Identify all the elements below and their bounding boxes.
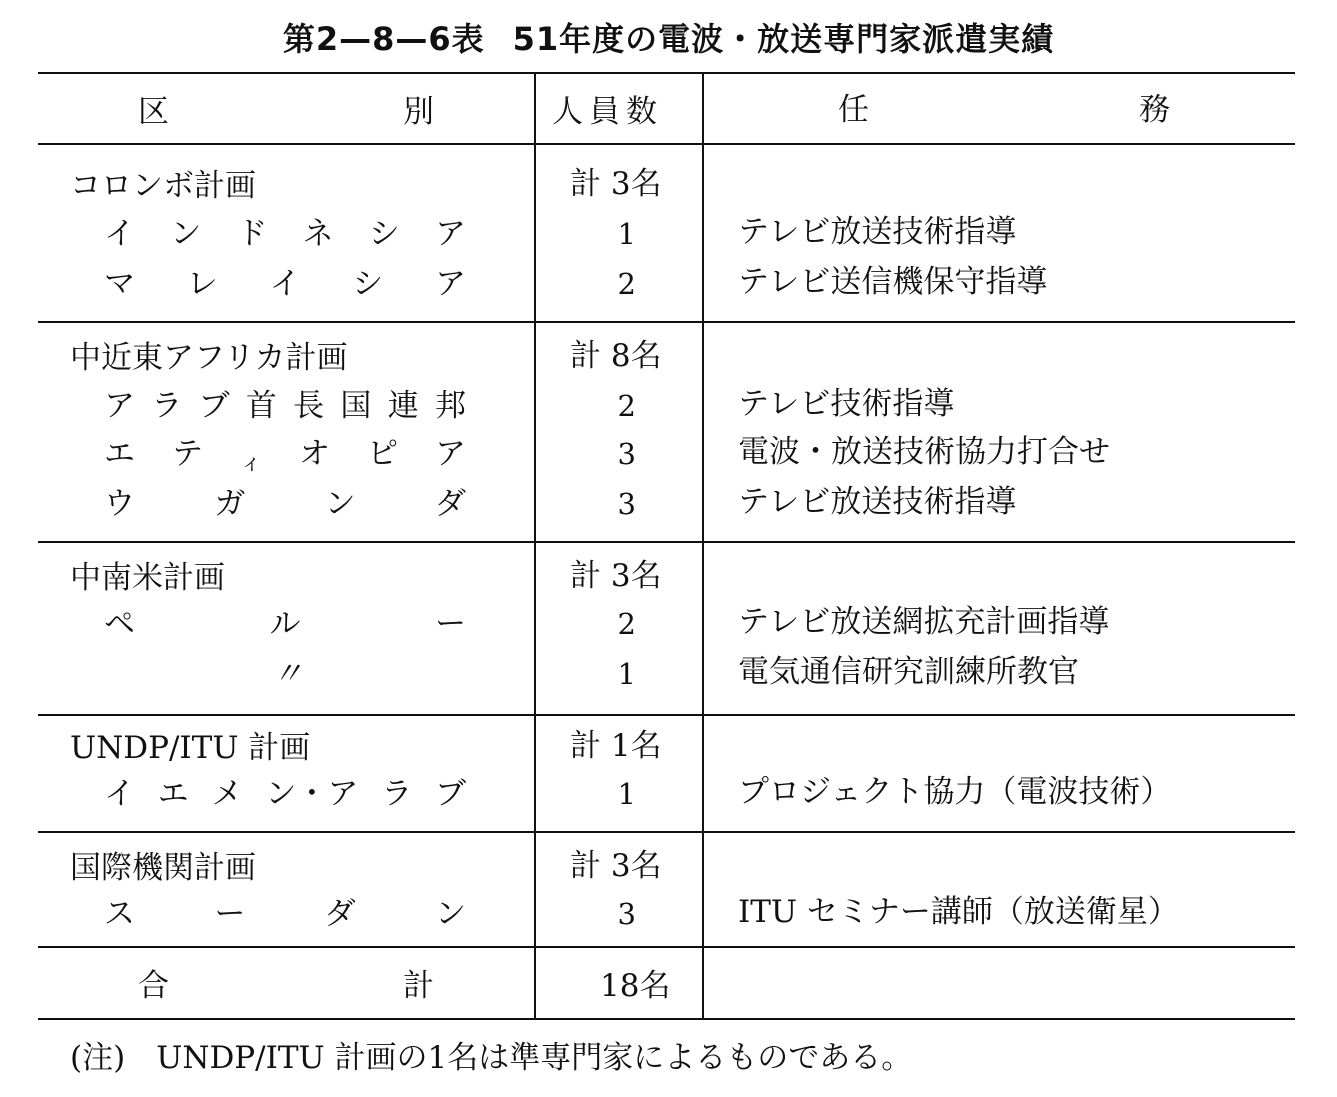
table-text: イ xyxy=(269,266,301,302)
table-text: エ xyxy=(104,436,135,472)
table-text: エ xyxy=(157,776,189,812)
table-text: ィ xyxy=(239,451,262,476)
country-yemen-arab xyxy=(104,774,466,814)
table-text: イ xyxy=(104,776,135,812)
table-text: シ xyxy=(352,266,384,302)
table-text: ダ xyxy=(434,486,466,522)
table-text: ラ xyxy=(381,776,413,812)
country-uganda xyxy=(104,484,466,524)
table-text: ス xyxy=(104,896,135,932)
header-duty xyxy=(838,90,1170,130)
table-text: 務 xyxy=(1139,92,1170,128)
table-text: ア xyxy=(434,216,466,252)
column-divider-2 xyxy=(702,72,704,1019)
duty-indonesia: テレビ放送技術指導 xyxy=(738,214,1017,250)
count-uae: 2 xyxy=(617,389,636,423)
count-sudan: 3 xyxy=(617,897,636,931)
group-total-middle-east-africa: 計 8名 xyxy=(570,338,662,374)
group-name-latin-america: 中南米計画 xyxy=(70,560,225,596)
group-total-international: 計 3名 xyxy=(570,848,662,884)
table-text: ア xyxy=(435,266,466,302)
duty-uganda: テレビ放送技術指導 xyxy=(738,484,1017,520)
table-text: 国 xyxy=(340,388,372,424)
duty-ethiopia: 電波・放送技術協力打合せ xyxy=(738,434,1110,470)
rule-bottom xyxy=(38,1018,1295,1020)
table-text: ド xyxy=(236,216,268,252)
country-uae xyxy=(104,386,466,426)
country-peru xyxy=(104,604,466,644)
column-divider-1 xyxy=(534,72,536,1019)
table-text: ン xyxy=(170,216,202,252)
duty-peru: テレビ放送網拡充計画指導 xyxy=(738,604,1110,640)
duty-malaysia: テレビ送信機保守指導 xyxy=(738,264,1048,300)
group-name-undp-itu: UNDP/ITU 計画 xyxy=(70,730,311,766)
header-count: 人員数 xyxy=(552,94,663,130)
table-text: 合 xyxy=(138,968,169,1004)
table-text: シ xyxy=(368,216,400,252)
table-text: オ xyxy=(298,436,330,472)
table-text: 邦 xyxy=(434,388,466,424)
country-ethiopia xyxy=(104,434,466,484)
group-name-international: 国際機関計画 xyxy=(70,850,256,886)
table-text: ブ xyxy=(198,388,230,424)
rule-header-bottom xyxy=(38,143,1295,145)
table-text: メ xyxy=(211,776,243,812)
duty-peru-2: 電気通信研究訓練所教官 xyxy=(738,654,1079,690)
table-text: ピ xyxy=(366,436,398,472)
grand-total-label xyxy=(138,966,434,1006)
table-text: ウ xyxy=(104,486,135,522)
footnote: (注) UNDP/ITU 計画の1名は準専門家によるものである。 xyxy=(70,1040,913,1076)
table-text: 首 xyxy=(245,388,277,424)
rule-top xyxy=(38,72,1295,74)
table-text: イ xyxy=(104,216,135,252)
table-text: 別 xyxy=(403,94,434,130)
group-total-colombo: 計 3名 xyxy=(570,166,662,202)
table-text: ガ xyxy=(214,486,246,522)
table-number: 第2—8—6表 xyxy=(282,20,485,58)
table-text: ア xyxy=(104,388,135,424)
count-peru: 2 xyxy=(617,607,636,641)
table-text: マ xyxy=(104,266,135,302)
table-text: ン・ア xyxy=(265,776,359,812)
count-indonesia: 1 xyxy=(617,217,636,251)
country-sudan xyxy=(104,894,466,934)
group-name-middle-east-africa: 中近東アフリカ計画 xyxy=(70,340,348,376)
table-text: 計 xyxy=(403,968,434,1004)
table-text: 区 xyxy=(138,94,169,130)
table-text: ン xyxy=(324,486,356,522)
header-category xyxy=(138,92,434,132)
count-yemen-arab: 1 xyxy=(617,777,636,811)
count-uganda: 3 xyxy=(617,487,636,521)
country-indonesia xyxy=(104,214,466,254)
table-text: テ xyxy=(171,436,203,472)
ditto-mark: 〃 xyxy=(272,656,303,692)
table-text: ラ xyxy=(151,388,183,424)
count-ethiopia: 3 xyxy=(617,437,636,471)
table-title-text: 51年度の電波・放送専門家派遣実績 xyxy=(512,20,1055,58)
group-name-colombo: コロンボ計画 xyxy=(70,168,256,204)
table-title xyxy=(0,14,1337,60)
table-text: 連 xyxy=(387,388,419,424)
table-text: ブ xyxy=(434,776,466,812)
table-text: ー xyxy=(435,606,466,642)
duty-yemen-arab: プロジェクト協力（電波技術） xyxy=(738,774,1172,810)
table-text: ン xyxy=(434,896,466,932)
rule-group-4 xyxy=(38,831,1295,833)
table-text: ペ xyxy=(104,606,135,642)
duty-uae: テレビ技術指導 xyxy=(738,386,955,422)
grand-total-count: 18名 xyxy=(600,968,671,1004)
rule-group-2 xyxy=(38,541,1295,543)
rule-group-5 xyxy=(38,946,1295,948)
table-text: ア xyxy=(434,436,466,472)
rule-group-3 xyxy=(38,714,1295,716)
table-text: ル xyxy=(269,606,301,642)
country-malaysia xyxy=(104,264,466,304)
group-total-latin-america: 計 3名 xyxy=(570,558,662,594)
count-malaysia: 2 xyxy=(617,267,636,301)
table-text: ー xyxy=(214,896,246,932)
table-text: ネ xyxy=(302,216,334,252)
table-text: ダ xyxy=(324,896,356,932)
table-text: レ xyxy=(186,266,218,302)
rule-group-1 xyxy=(38,321,1295,323)
duty-sudan: ITU セミナー講師（放送衛星） xyxy=(738,894,1179,930)
table-text: 長 xyxy=(293,388,325,424)
group-total-undp-itu: 計 1名 xyxy=(570,728,662,764)
count-peru-2: 1 xyxy=(617,657,636,691)
table-text: 任 xyxy=(838,92,869,128)
